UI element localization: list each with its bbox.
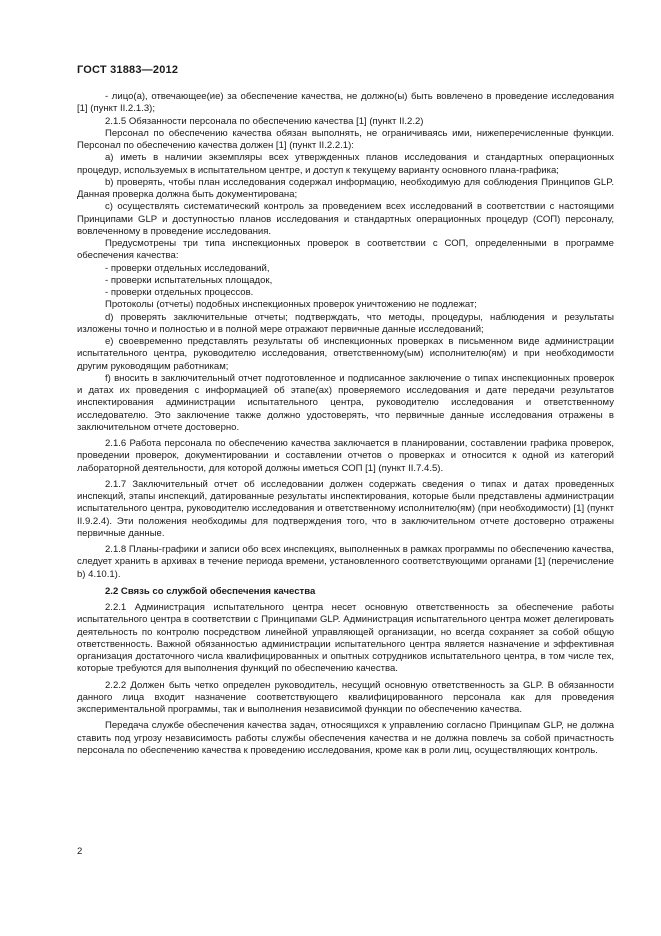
paragraph: 2.1.5 Обязанности персонала по обеспечению качества [1] (пункт II.2.2) (105, 115, 424, 127)
list-item: - проверки испытательных площадок, (105, 274, 273, 286)
paragraph: 2.1.8 Планы-графики и записи обо всех инспекциях, выполненных в рамках программы по обеспечению качества, следует хранить в архивах в течение периода времени, установленного соответствующими органами [1] (перечисление b) 4.10.1). (77, 544, 614, 580)
paragraph: Протоколы (отчеты) подобных инспекционных проверок уничтожению не подлежат; (105, 299, 477, 311)
paragraph: c) осуществлять систематический контроль за проведением всех исследований в соответствии с настоящими Принципами GLP и доступностью планов исследования и стандартных операционных процедур (СОП) персоналу, вовлеченному в проведение исследования. (77, 201, 614, 237)
paragraph: 2.1.7 Заключительный отчет об исследовании должен содержать сведения о типах и датах проведенных инспекций, этапы инспекций, датированные результаты инспектирования, которые были представлены администрации испытательного центра, руководителю исследования и ответственному исполнителю(ям) (при необходимости) [1] (пункт II.9.2.4). Эти положения необходимы для подтверждения того, что в заключительном отчете достоверно отражены первичные данные. (77, 478, 614, 539)
paragraph: е) своевременно представлять результаты об инспекционных проверках в письменном виде администрации испытательного центра, руководителю исследования, ответственному(ым) исполнителю(ям) и при необходимости другим руководящим работникам; (77, 336, 614, 372)
document-header: ГОСТ 31883—2012 (77, 64, 179, 76)
paragraph: d) проверять заключительные отчеты; подтверждать, что методы, процедуры, наблюдения и результаты изложены точно и полностью и в полной мере отражают первичные данные исследований; (77, 311, 614, 335)
list-item: - проверки отдельных процессов. (105, 287, 254, 298)
paragraph: 2.2.2 Должен быть четко определен руководитель, несущий основную ответственность за GLP. В обязанности данного лица входит назначение соответствующего квалифицированного персонала как для проведения экспериментальной программы, так и выполнения независимой функции по обеспечению качества. (77, 679, 614, 715)
page-number: 2 (77, 846, 83, 857)
list-item: - проверки отдельных исследований, (105, 262, 270, 274)
paragraph: 2.2.1 Администрация испытательного центра несет основную ответственность за обеспечение работы испытательного центра в соответствии с Принципами GLP. Администрация испытательного центра может делегировать деятельность по контролю посредством линейной управляющей организации, но всегда сохраняет за собой общую ответственность. Важной обязанностью администрации испытательного центра является назначение и эффективная организация достаточного числа квалифицированных и опытных сотрудников испытательного центра, в том числе тех, которые требуются для выполнения функций по обеспечению качества. (77, 602, 614, 675)
document-body (77, 91, 614, 757)
paragraph: - лицо(а), отвечающее(ие) за обеспечение качества, не должно(ы) быть вовлечено в проведение исследования [1] (пункт II.2.1.3); (77, 91, 614, 115)
paragraph: Передача службе обеспечения качества задач, относящихся к управлению согласно Принципам GLP, не должна ставить под угрозу независимость работы службы обеспечения качества и не должна повлечь за собой причастность персонала по обеспечению качества к проведению исследования, кроме как в роли лиц, осуществляющих контроль. (77, 720, 614, 756)
paragraph: Персонал по обеспечению качества обязан выполнять, не ограничиваясь ими, нижеперечисленные функции. Персонал по обеспечению качества должен [1] (пункт II.2.2.1): (77, 127, 614, 151)
paragraph: а) иметь в наличии экземпляры всех утвержденных планов исследования и стандартных операционных процедур, используемых в испытательном центре, и доступ к текущему варианту основного плана-графика; (77, 152, 614, 176)
paragraph: b) проверять, чтобы план исследования содержал информацию, необходимую для соблюдения Принципов GLP. Данная проверка должна быть документирована; (77, 176, 614, 200)
paragraph: f) вносить в заключительный отчет подготовленное и подписанное заключение о типах инспекционных проверок и датах их проведения с информацией об этапе(ах) проверяемого исследования и дате передачи результатов инспектирования администрации испытательного центра, руководителю исследования и ответственному исследователю. Это заключение также должно удостоверять, что первичные данные исследования отражены в заключительном отчете достоверно. (77, 372, 614, 433)
section-heading: 2.2 Связь со службой обеспечения качества (105, 585, 316, 597)
paragraph: 2.1.6 Работа персонала по обеспечению качества заключается в планировании, составлении графика проверок, проведении проверок, документировании и составлении отчетов о проверках и относится к одной из категорий лабораторной деятельности, для которой должны иметься СОП [1] (пункт II.7.4.5). (77, 438, 614, 474)
paragraph: Предусмотрены три типа инспекционных проверок в соответствии с СОП, определенными в программе обеспечения качества: (77, 238, 614, 262)
